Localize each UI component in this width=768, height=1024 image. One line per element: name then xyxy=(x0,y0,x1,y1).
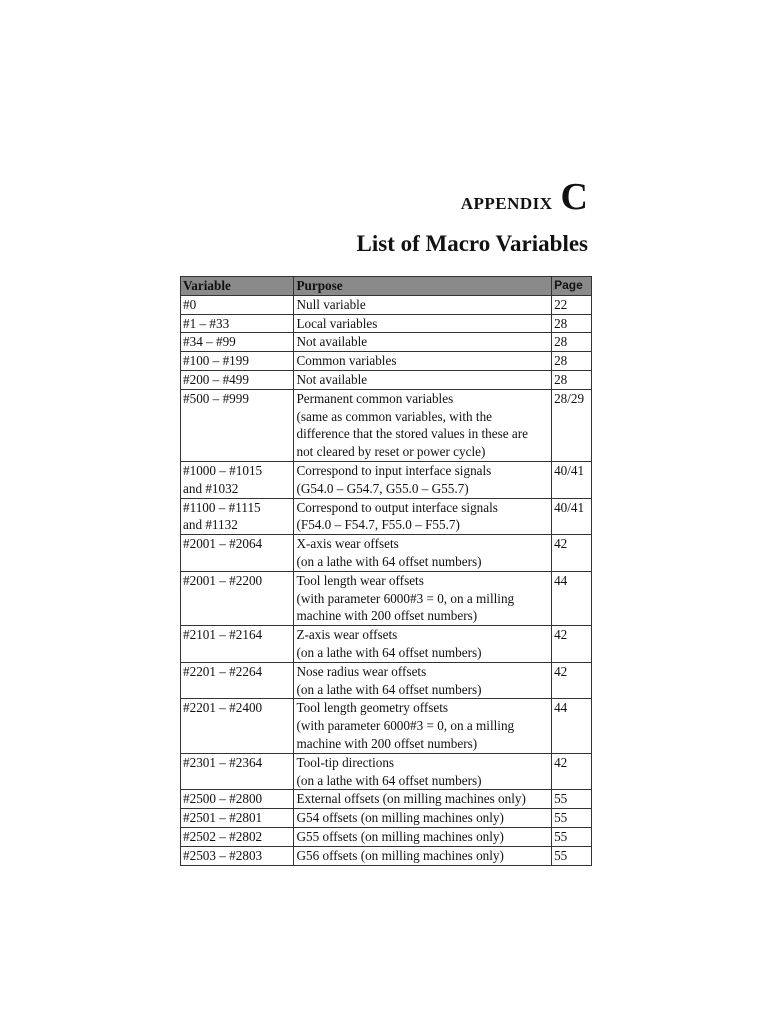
page-title: List of Macro Variables xyxy=(356,231,588,256)
page-cell: 55 xyxy=(552,809,592,828)
purpose-cell xyxy=(294,790,552,809)
table-row xyxy=(181,626,592,663)
table-row xyxy=(181,461,592,498)
purpose-text: Correspond to input interface signals xyxy=(296,462,492,478)
variable-cell xyxy=(181,461,294,498)
variable-text: and #1132 xyxy=(183,517,238,533)
purpose-cell xyxy=(294,389,552,461)
table-row xyxy=(181,662,592,699)
table-row xyxy=(181,846,592,865)
purpose-text: Local variables xyxy=(296,315,378,331)
purpose-cell xyxy=(294,846,552,865)
purpose-cell xyxy=(294,352,552,371)
variable-cell xyxy=(181,662,294,699)
variable-cell xyxy=(181,626,294,663)
column-header-page: Page xyxy=(552,277,592,296)
variable-cell xyxy=(181,314,294,333)
table-row xyxy=(181,827,592,846)
variable-text: #2501 – #2801 xyxy=(183,810,263,826)
purpose-text: Tool-tip directions xyxy=(296,754,395,770)
purpose-text: External offsets (on milling machines only) xyxy=(296,791,526,807)
page-cell: 40/41 xyxy=(552,498,592,535)
purpose-cell xyxy=(294,753,552,790)
variable-text: #2201 – #2400 xyxy=(183,700,263,716)
variable-cell xyxy=(181,352,294,371)
variable-cell xyxy=(181,498,294,535)
purpose-text: G54 offsets (on milling machines only) xyxy=(296,810,504,826)
table-row xyxy=(181,809,592,828)
purpose-text: (on a lathe with 64 offset numbers) xyxy=(296,681,482,697)
page-cell: 28 xyxy=(552,314,592,333)
page-cell: 44 xyxy=(552,699,592,753)
page-cell: 22 xyxy=(552,295,592,314)
purpose-text: X-axis wear offsets xyxy=(296,536,399,552)
page-cell: 28 xyxy=(552,333,592,352)
variable-text: #2301 – #2364 xyxy=(183,754,263,770)
purpose-text: Common variables xyxy=(296,353,397,369)
variable-text: #2001 – #2064 xyxy=(183,536,263,552)
purpose-text: (G54.0 – G54.7, G55.0 – G55.7) xyxy=(296,480,469,496)
variable-text: #2001 – #2200 xyxy=(183,572,263,588)
variable-text: #2500 – #2800 xyxy=(183,791,263,807)
variable-text: #1 – #33 xyxy=(183,315,230,331)
variable-cell xyxy=(181,790,294,809)
table-body xyxy=(181,295,592,865)
variable-text: #200 – #499 xyxy=(183,371,249,387)
table-row xyxy=(181,498,592,535)
purpose-text: G56 offsets (on milling machines only) xyxy=(296,847,504,863)
purpose-cell xyxy=(294,333,552,352)
table-row xyxy=(181,314,592,333)
purpose-cell xyxy=(294,571,552,625)
purpose-text: (with parameter 6000#3 = 0, on a milling xyxy=(296,718,515,734)
page-cell: 28/29 xyxy=(552,389,592,461)
page-cell: 55 xyxy=(552,827,592,846)
purpose-cell xyxy=(294,827,552,846)
purpose-text: (F54.0 – F54.7, F55.0 – F55.7) xyxy=(296,517,460,533)
purpose-cell xyxy=(294,809,552,828)
variable-cell xyxy=(181,699,294,753)
variable-text: #2101 – #2164 xyxy=(183,627,263,643)
purpose-text: G55 offsets (on milling machines only) xyxy=(296,828,504,844)
table-row xyxy=(181,790,592,809)
variable-text: and #1032 xyxy=(183,480,239,496)
purpose-text: (on a lathe with 64 offset numbers) xyxy=(296,644,482,660)
purpose-text: (same as common variables, with the xyxy=(296,408,493,424)
table-row xyxy=(181,535,592,572)
variable-cell xyxy=(181,535,294,572)
variable-text: #1000 – #1015 xyxy=(183,462,263,478)
purpose-text: Tool length wear offsets xyxy=(296,572,424,588)
purpose-text: Null variable xyxy=(296,296,366,312)
purpose-cell xyxy=(294,314,552,333)
variable-cell xyxy=(181,846,294,865)
table-row xyxy=(181,370,592,389)
purpose-cell xyxy=(294,498,552,535)
purpose-text: Not available xyxy=(296,371,368,387)
table-row xyxy=(181,389,592,461)
appendix-word: APPENDIX xyxy=(460,194,553,213)
appendix-heading xyxy=(461,178,588,216)
purpose-text: not cleared by reset or power cycle) xyxy=(296,444,486,460)
page-cell: 55 xyxy=(552,790,592,809)
page-cell: 44 xyxy=(552,571,592,625)
variable-cell xyxy=(181,753,294,790)
purpose-text: (on a lathe with 64 offset numbers) xyxy=(296,553,482,569)
table-row xyxy=(181,333,592,352)
variable-cell xyxy=(181,333,294,352)
table-row xyxy=(181,295,592,314)
page-cell: 28 xyxy=(552,370,592,389)
page-cell: 28 xyxy=(552,352,592,371)
appendix-letter: C xyxy=(560,176,588,218)
variable-cell xyxy=(181,809,294,828)
variable-text: #2201 – #2264 xyxy=(183,663,263,679)
variable-cell xyxy=(181,827,294,846)
variable-cell xyxy=(181,389,294,461)
page-cell: 42 xyxy=(552,662,592,699)
purpose-text: Not available xyxy=(296,334,368,350)
variable-text: #1100 – #1115 xyxy=(183,499,261,515)
purpose-text: (on a lathe with 64 offset numbers) xyxy=(296,772,482,788)
purpose-text: machine with 200 offset numbers) xyxy=(296,735,478,751)
purpose-text: Permanent common variables xyxy=(296,390,454,406)
purpose-text: Z-axis wear offsets xyxy=(296,627,398,643)
page-cell: 42 xyxy=(552,626,592,663)
purpose-cell xyxy=(294,699,552,753)
macro-variables-table xyxy=(180,276,592,866)
purpose-cell xyxy=(294,461,552,498)
purpose-text: (with parameter 6000#3 = 0, on a milling xyxy=(296,590,515,606)
variable-cell xyxy=(181,295,294,314)
page-cell: 55 xyxy=(552,846,592,865)
variable-text: #2502 – #2802 xyxy=(183,828,263,844)
page-cell: 40/41 xyxy=(552,461,592,498)
purpose-text: machine with 200 offset numbers) xyxy=(296,608,478,624)
purpose-text: Correspond to output interface signals xyxy=(296,499,498,515)
variable-text: #34 – #99 xyxy=(183,334,236,350)
purpose-text: Tool length geometry offsets xyxy=(296,700,449,716)
table-header-row xyxy=(181,277,592,296)
variable-cell xyxy=(181,370,294,389)
purpose-cell xyxy=(294,535,552,572)
variable-text: #100 – #199 xyxy=(183,353,249,369)
purpose-cell xyxy=(294,662,552,699)
purpose-cell xyxy=(294,295,552,314)
table-row xyxy=(181,753,592,790)
variable-text: #2503 – #2803 xyxy=(183,847,263,863)
column-header-purpose: Purpose xyxy=(294,277,552,296)
table-row xyxy=(181,352,592,371)
page-cell: 42 xyxy=(552,753,592,790)
page-cell: 42 xyxy=(552,535,592,572)
purpose-text: Nose radius wear offsets xyxy=(296,663,427,679)
variable-text: #0 xyxy=(183,296,197,312)
purpose-cell xyxy=(294,370,552,389)
column-header-variable: Variable xyxy=(181,277,294,296)
purpose-text: difference that the stored values in these are xyxy=(296,426,529,442)
variable-text: #500 – #999 xyxy=(183,390,249,406)
table-row xyxy=(181,699,592,753)
purpose-cell xyxy=(294,626,552,663)
table-row xyxy=(181,571,592,625)
variable-cell xyxy=(181,571,294,625)
